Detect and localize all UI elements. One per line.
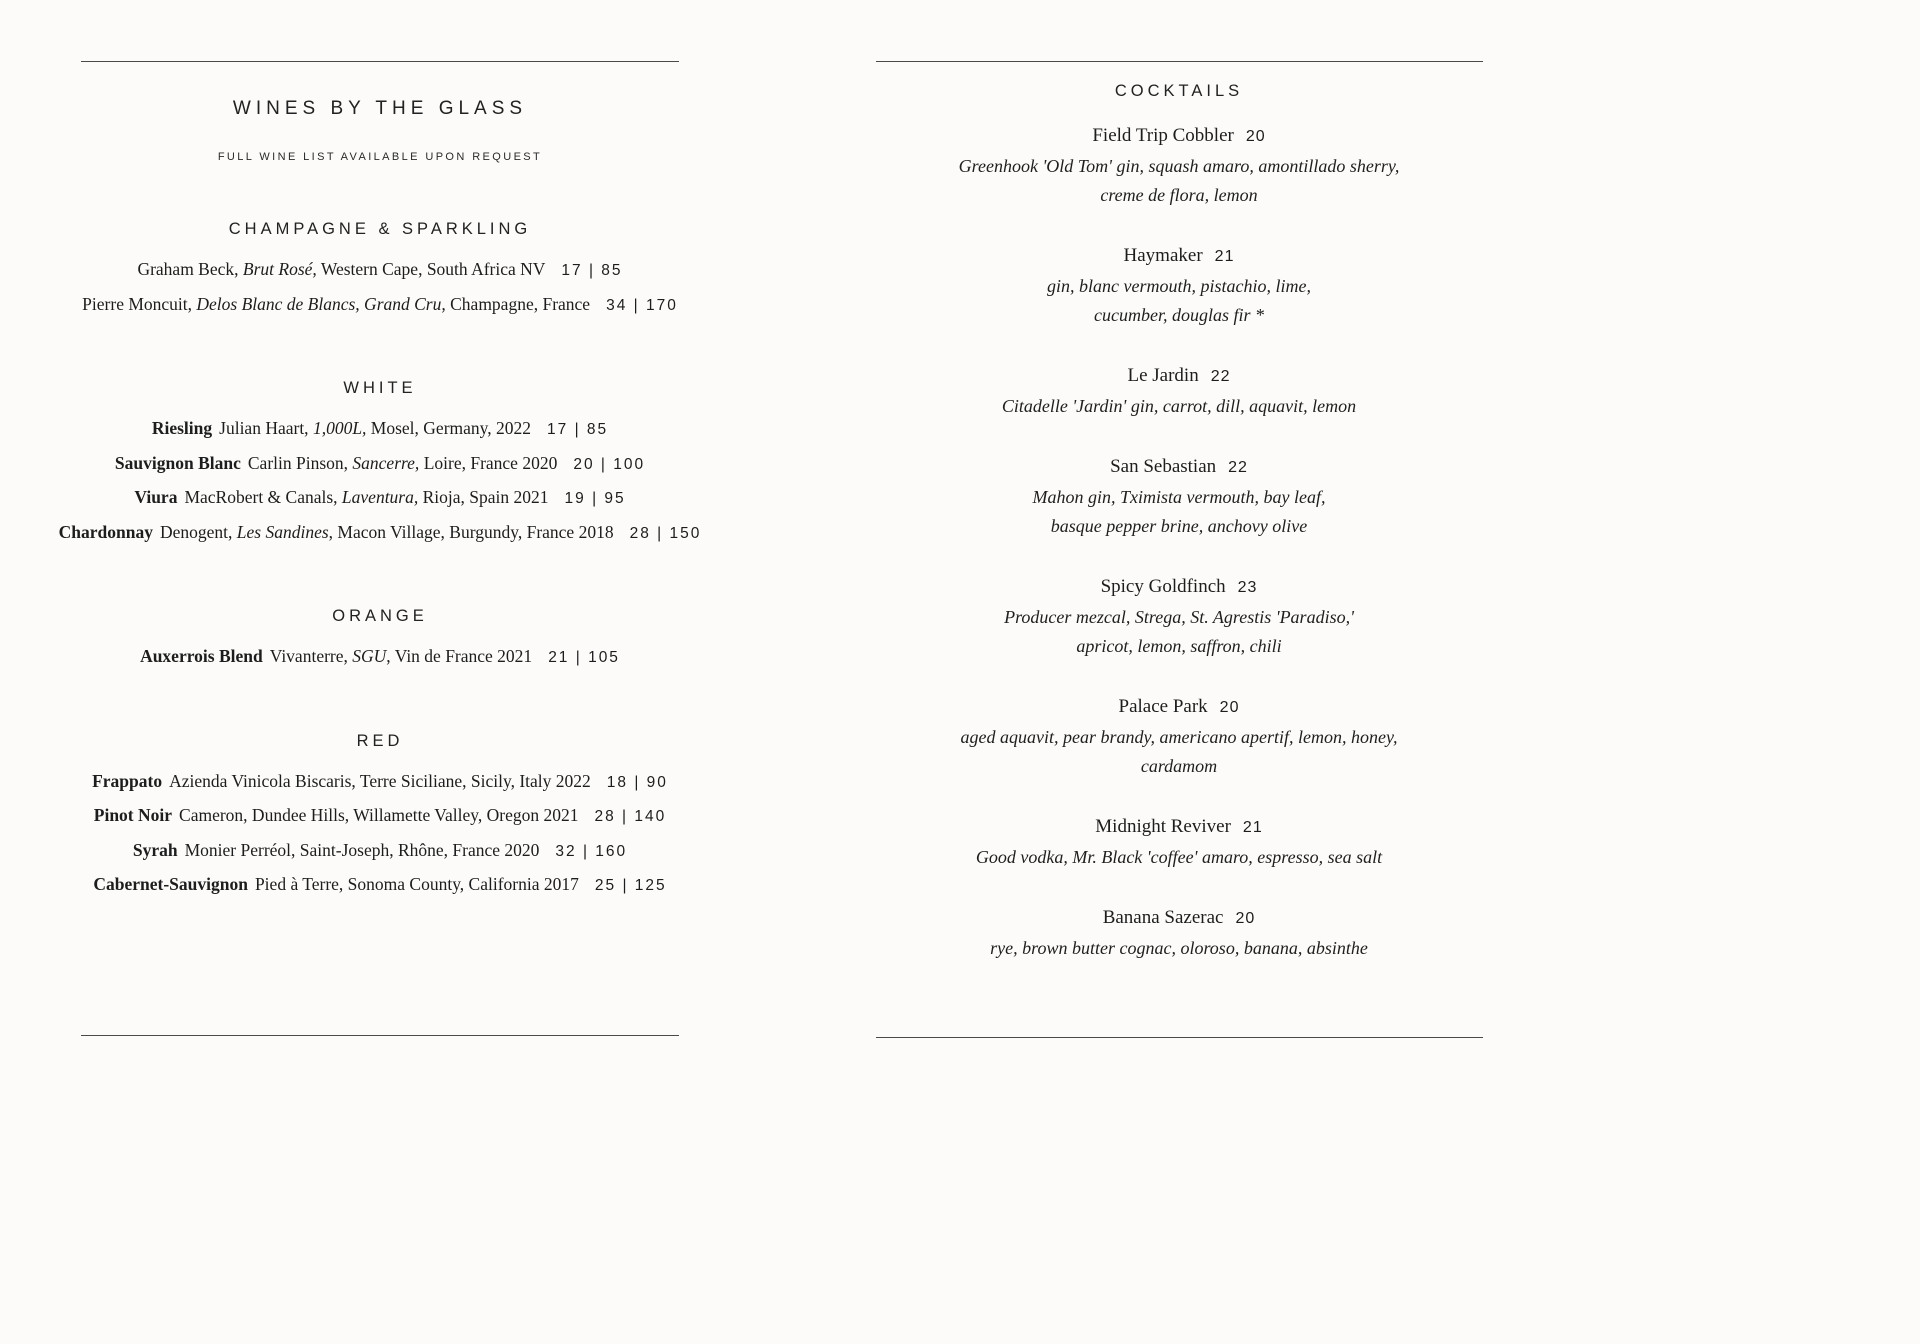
wine-producer: Azienda Vinicola Biscaris, Terre Siciliane, Sicily, Italy 2022 [169, 770, 591, 791]
wine-item [40, 412, 720, 447]
cocktail-name: Palace Park [1118, 696, 1208, 717]
cocktail-price: 22 [1228, 459, 1248, 476]
wine-item [40, 516, 720, 551]
cocktail-name-row [873, 361, 1485, 392]
cocktail-item [873, 361, 1485, 421]
cocktail-name: Midnight Reviver [1095, 816, 1231, 837]
wine-producer: Vivanterre, [269, 646, 353, 666]
wine-section-items [40, 765, 720, 903]
wine-varietal: Auxerrois Blend [140, 646, 263, 666]
wine-price: 18 | 90 [606, 773, 668, 791]
wine-varietal: Sauvignon Blanc [114, 452, 241, 473]
wine-section-items [40, 640, 720, 675]
cocktail-list [873, 121, 1485, 994]
cocktail-item [873, 572, 1485, 661]
cocktail-name-row [873, 572, 1485, 603]
wine-section-items [40, 412, 720, 550]
cocktail-price: 21 [1242, 819, 1263, 836]
wine-producer: Monier Perréol, Saint-Joseph, Rhône, France 2020 [184, 839, 540, 860]
wine-price: 17 | 85 [547, 421, 609, 438]
cocktails-title: COCKTAILS [1114, 82, 1244, 100]
cocktail-name: Le Jardin [1127, 365, 1199, 386]
wine-top-rule [81, 61, 679, 62]
cocktail-item [873, 121, 1485, 210]
cocktail-name-row [873, 452, 1485, 483]
cocktail-name-row [873, 692, 1485, 723]
wine-item [40, 447, 720, 482]
wine-bottom-rule [81, 1035, 679, 1036]
wine-section-heading: RED [356, 731, 404, 750]
wine-origin: , Macon Village, Burgundy, France 2018 [328, 521, 614, 542]
cocktail-description: Greenhook 'Old Tom' gin, squash amaro, amontillado sherry, creme de flora, lemon [958, 156, 1400, 205]
wine-section-heading: WHITE [343, 379, 417, 397]
wine-item [40, 799, 720, 834]
wine-origin: Champagne, France [445, 293, 591, 314]
cocktail-item [873, 452, 1485, 541]
cocktail-description: aged aquavit, pear brandy, americano apertif, lemon, honey, cardamom [960, 727, 1398, 776]
cocktail-name: Field Trip Cobbler [1092, 125, 1234, 146]
wine-price: 21 | 105 [548, 649, 620, 666]
wine-cuvee: Les Sandines [236, 521, 329, 542]
cocktail-column [873, 0, 1485, 1038]
wine-origin: Mosel, Germany, 2022 [366, 418, 532, 438]
cocktail-item [873, 903, 1485, 963]
wine-item [40, 834, 720, 869]
cocktail-item [873, 241, 1485, 330]
wine-origin: Western Cape, South Africa NV [316, 259, 546, 279]
cocktail-price: 23 [1237, 579, 1258, 596]
wine-producer: Denogent, [160, 521, 237, 542]
wine-cuvee: Brut Rosé, [242, 259, 317, 279]
wine-origin: Rioja, Spain 2021 [418, 487, 549, 507]
wine-section-heading: CHAMPAGNE & SPARKLING [228, 220, 532, 238]
wine-cuvee: Delos Blanc de Blancs, Grand Cru, [196, 293, 446, 314]
wine-list-title: WINES BY THE GLASS [232, 98, 528, 119]
wine-list-subtitle: FULL WINE LIST AVAILABLE UPON REQUEST [217, 151, 543, 163]
cocktail-name: Spicy Goldfinch [1100, 576, 1226, 597]
cocktail-price: 20 [1245, 128, 1266, 145]
wine-price: 20 | 100 [573, 455, 646, 473]
wine-producer: Pierre Moncuit, [82, 293, 197, 314]
cocktail-price: 21 [1214, 248, 1235, 265]
wine-item [40, 288, 720, 323]
wine-item [40, 253, 720, 288]
cocktail-name: Haymaker [1123, 245, 1203, 266]
wine-item [40, 481, 720, 516]
wine-price: 32 | 160 [555, 842, 628, 860]
cocktails-bottom-rule [876, 1037, 1483, 1038]
cocktail-name-row [873, 903, 1485, 934]
cocktails-top-rule [876, 61, 1483, 62]
cocktail-description: Producer mezcal, Strega, St. Agrestis 'Paradiso,' apricot, lemon, saffron, chili [1004, 607, 1354, 656]
cocktail-name-row [873, 241, 1485, 272]
cocktail-description: gin, blanc vermouth, pistachio, lime, cucumber, douglas fir * [1047, 276, 1311, 325]
wine-producer: Julian Haart, [219, 418, 313, 438]
wine-item [40, 765, 720, 800]
wine-section [40, 220, 720, 322]
wine-cuvee: SGU [352, 646, 387, 666]
wine-producer: Pied à Terre, Sonoma County, California 2017 [254, 874, 579, 894]
wine-price: 25 | 125 [594, 877, 667, 894]
cocktail-name: San Sebastian [1110, 456, 1217, 477]
wine-column [40, 0, 720, 1036]
cocktail-description: Citadelle 'Jardin' gin, carrot, dill, aquavit, lemon [1001, 396, 1357, 416]
cocktail-price: 20 [1235, 910, 1256, 927]
wine-cuvee: Laventura, [341, 487, 419, 507]
wine-section [40, 732, 720, 903]
wine-cuvee: 1,000L, [312, 418, 367, 438]
wine-origin: Loire, France 2020 [419, 452, 558, 473]
wine-varietal: Syrah [132, 839, 178, 860]
wine-origin: , Vin de France 2021 [386, 646, 533, 666]
cocktail-name-row [873, 121, 1485, 152]
wine-varietal: Viura [134, 487, 178, 507]
wine-price: 34 | 170 [606, 296, 678, 314]
wine-section [40, 607, 720, 675]
cocktail-description: Mahon gin, Tximista vermouth, bay leaf, basque pepper brine, anchovy olive [1032, 487, 1326, 536]
cocktail-name-row [873, 812, 1485, 843]
cocktail-description: Good vodka, Mr. Black 'coffee' amaro, espresso, sea salt [975, 847, 1383, 867]
wine-section-items [40, 253, 720, 322]
wine-item [40, 640, 720, 675]
wine-cuvee: Sancerre, [352, 452, 420, 473]
wine-varietal: Cabernet-Sauvignon [93, 874, 248, 894]
wine-price: 17 | 85 [561, 262, 623, 279]
wine-sections [40, 163, 720, 903]
wine-section [40, 379, 720, 550]
wine-producer: Graham Beck, [137, 259, 243, 279]
wine-producer: Carlin Pinson, [247, 452, 353, 473]
wine-price: 19 | 95 [564, 490, 626, 507]
cocktail-item [873, 692, 1485, 781]
cocktail-description: rye, brown butter cognac, oloroso, banana, absinthe [990, 938, 1368, 958]
cocktail-price: 22 [1210, 368, 1231, 385]
wine-price: 28 | 150 [629, 524, 702, 542]
wine-item [40, 868, 720, 903]
cocktail-price: 20 [1219, 699, 1240, 716]
wine-varietal: Pinot Noir [93, 805, 173, 825]
wine-varietal: Frappato [92, 770, 163, 791]
wine-varietal: Chardonnay [58, 521, 153, 542]
cocktail-name: Banana Sazerac [1102, 907, 1224, 928]
wine-producer: Cameron, Dundee Hills, Willamette Valley, Oregon 2021 [179, 805, 579, 825]
cocktail-item [873, 812, 1485, 872]
wine-price: 28 | 140 [594, 808, 667, 825]
wine-section-heading: ORANGE [332, 607, 428, 625]
wine-producer: MacRobert & Canals, [184, 487, 342, 507]
wine-varietal: Riesling [151, 418, 213, 438]
